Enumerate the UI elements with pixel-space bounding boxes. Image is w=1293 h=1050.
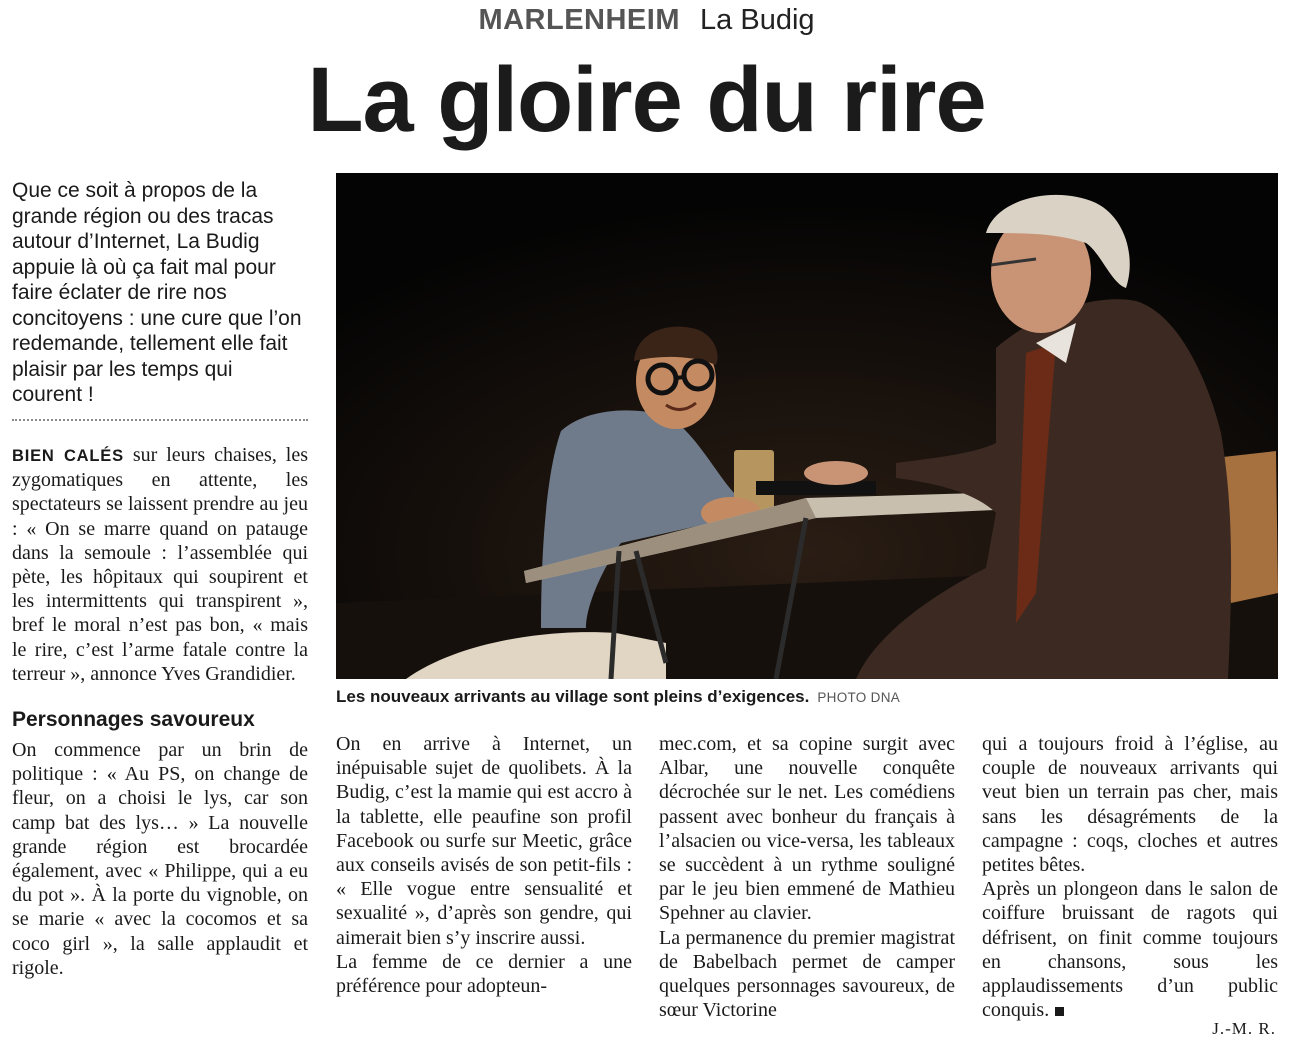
article-chapo: Que ce soit à propos de la grande région ou des tracas autour d’Internet, La Budig appuie là où ça fait mal pour faire éclater de rire nos concitoyens : une cure que l’on redemande, tellement elle fait plaisir par les temps qui courent ! [12,179,302,406]
article-photo [336,173,1278,679]
author-signature: J.-M. R. [1212,1019,1276,1038]
text-column-1 [12,443,308,980]
lead-caps: BIEN CALÉS [12,447,124,465]
photo-caption [336,686,1278,709]
lead-text: sur leurs chaises, les zygomatiques en attente, les spectateurs se laissent prendre au jeu : « On se marre quand on patauge dans la semoule : l’assemblée qui pète, les hôpitaux qui soupirent et les intermittents qui transpirent », bref le moral n’est pas bon, « mais le rire, c’est l’arme fatale contre la terreur », annonce Yves Grandidier. [12,444,308,685]
article-headline: La gloire du rire [307,49,986,151]
paragraph-closing [982,877,1278,1022]
paragraph-lead [12,443,308,686]
paragraph-mayor-end: qui a toujours froid à l’église, au couple de nouveaux arrivants qui veut bien un terrain pas cher, mais sans les désagréments de la campagne : coqs, cloches et autres petites bêtes. [982,733,1278,877]
kicker-subject: La Budig [700,4,815,36]
paragraph-politics: On commence par un brin de politique : « Au PS, on change de fleur, on a choisi le lys, car son camp bat des lys… » La nouvelle grande région est brocardée également, avec « Philippe, qui a eu du pot ». À la porte du vignoble, on se marie « avec la cocomos et sa coco girl », la salle applaudit et rigole. [12,739,308,979]
paragraph-mayor-start: La permanence du premier magistrat de Babelbach permet de camper quelques personnages savoureux, de sœur Victorine [659,926,955,1022]
kicker-location: MARLENHEIM [478,4,680,36]
caption-text: Les nouveaux arrivants au village sont pleins d’exigences. [336,687,810,706]
paragraph-internet: On en arrive à Internet, un inépuisable sujet de quolibets. À la Budig, c’est la mamie qui est accro à la tablette, elle peaufine son profil Facebook ou surfe sur Meetic, grâce aux conseils avisés de son petit-fils : « Elle vogue entre sensualité et sexualité », d’après son gendre, qui aimerait bien s’y inscrire aussi. [336,733,632,949]
paragraph-wife-start: La femme de ce dernier a une préférence pour adopteun- [336,950,632,998]
end-of-article-mark [1055,1007,1064,1016]
paragraph-wife-end: mec.com, et sa copine surgit avec Albar, une nouvelle conquête décrochée sur le net. Les comédiens passent avec bonheur du français à l’alsacien ou vice-versa, les tableaux se succèdent à un rythme souligné par le jeu bien emmené de Mathieu Spehner au clavier. [659,733,955,925]
theater-scene-image [336,173,1278,679]
subheading: Personnages savoureux [12,708,255,732]
dotted-separator [12,419,308,421]
text-column-2 [336,732,632,998]
closing-text: Après un plongeon dans le salon de coiffure bruissant de ragots qui défrisent, on finit comme toujours en chansons, sous les applaudissements d’un public conquis. [982,878,1278,1022]
text-column-4 [982,732,1278,1022]
photo-credit: PHOTO DNA [817,690,901,705]
text-column-3 [659,732,955,1022]
article-kicker [0,2,1293,38]
